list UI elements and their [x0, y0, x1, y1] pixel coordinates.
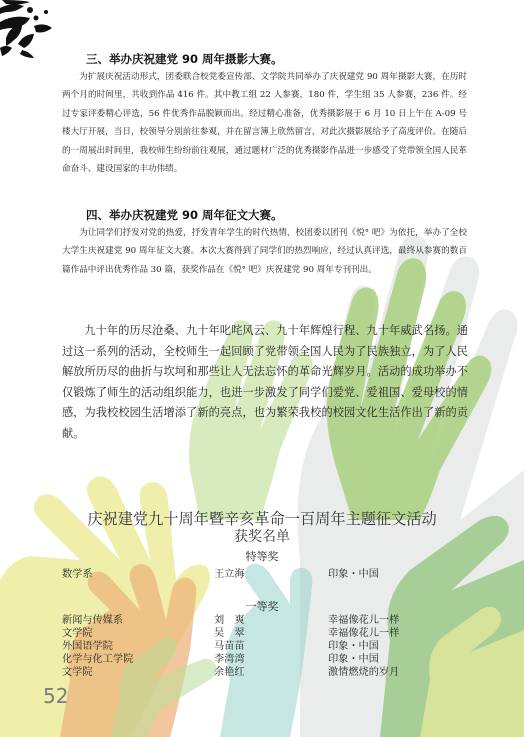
award-name: 余艳红 — [214, 667, 245, 678]
award-work: 印象・中国 — [328, 569, 379, 580]
award-dept: 外国语学院 — [62, 641, 113, 652]
award-work: 激情燃烧的岁月 — [328, 667, 400, 678]
award-dept: 文学院 — [62, 667, 93, 678]
section-4-body: 为让同学们抒发对党的热爱，抒发青年学生的时代热情，校团委以团刊《悦° 吧》为依托，举办了全校大学生庆祝建党 90 周年征文大赛。本次大赛得到了同学们的热烈响应，经过认真评选，最终从参赛的数百篇作品中评出优秀作品 30 篇，获奖作品在《悦° 吧》庆祝建党 90 周年专刊刊出。 — [62, 228, 467, 275]
special-prize-label: 特等奖 — [245, 550, 279, 563]
award-name: 马苗苗 — [214, 641, 245, 652]
special-prize-list — [62, 568, 422, 582]
page-number: 52 — [43, 684, 69, 708]
award-name: 刘 爽 — [214, 615, 245, 626]
first-prize-list — [62, 614, 422, 684]
table-row — [62, 627, 422, 640]
table-row — [62, 568, 422, 581]
award-dept: 化学与化工学院 — [62, 654, 134, 665]
award-dept: 文学院 — [62, 628, 93, 639]
award-name: 吴 翠 — [214, 628, 245, 639]
section-3-heading: 三、举办庆祝建党 90 周年摄影大赛。 — [86, 52, 283, 66]
award-dept: 数学系 — [62, 569, 93, 580]
award-name: 王立海 — [214, 569, 245, 580]
table-row — [62, 666, 422, 679]
floral-ornament-icon — [0, 0, 70, 62]
award-work: 幸福像花儿一样 — [328, 628, 400, 639]
table-row — [62, 614, 422, 627]
table-row — [62, 640, 422, 653]
section-4-heading: 四、举办庆祝建党 90 周年征文大赛。 — [86, 208, 283, 222]
section-3-body: 为扩展庆祝活动形式，团委联合校党委宣传部、文学院共同举办了庆祝建党 90 周年摄影大赛，在历时两个月的时间里，共收到作品 416 件。其中教工组 22 人参赛，180 件，学生组 35 人参赛，236 件。经过专家评委精心评选，56 件优秀作品脱颖而出。经过精心准备，优秀摄影展于 6 月 10 日上午在 A-09 号楼大厅开展，当日，校领导分别前往参观，并在留言簿上欣然留言，对此次摄影展给予了高度评价。在随后的一周展出时间里，我校师生纷纷前往观展，通过题材广泛的优秀摄影作品进一步感受了党带领全国人民革命奋斗、建设国家的丰功伟绩。 — [62, 72, 467, 175]
table-row — [62, 653, 422, 666]
first-prize-label: 一等奖 — [245, 600, 279, 613]
award-work: 印象・中国 — [328, 641, 379, 652]
awards-title: 庆祝建党九十周年暨辛亥革命一百周年主题征文活动 — [87, 510, 437, 528]
award-work: 幸福像花儿一样 — [328, 615, 400, 626]
award-dept: 新闻与传媒系 — [62, 615, 124, 626]
award-name: 李湾湾 — [214, 654, 245, 665]
awards-subtitle: 获奖名单 — [234, 529, 290, 545]
conclusion-paragraph: 九十年的历尽沧桑、九十年叱咤风云、九十年辉煌行程、九十年威武名扬。通过这一系列的活动，全校师生一起回顾了党带领全国人民为了民族独立，为了人民解放所历尽的曲折与坎坷和那些让人无法忘怀的革命光辉岁月。活动的成功举办不仅锻炼了师生的活动组织能力，也进一步激发了同学们爱党、爱祖国、爱母校的情感，为我校校园生活增添了新的亮点，也为繁荣我校的校园文化生活作出了新的贡献。 — [62, 324, 468, 440]
award-work: 印象・中国 — [328, 654, 379, 665]
